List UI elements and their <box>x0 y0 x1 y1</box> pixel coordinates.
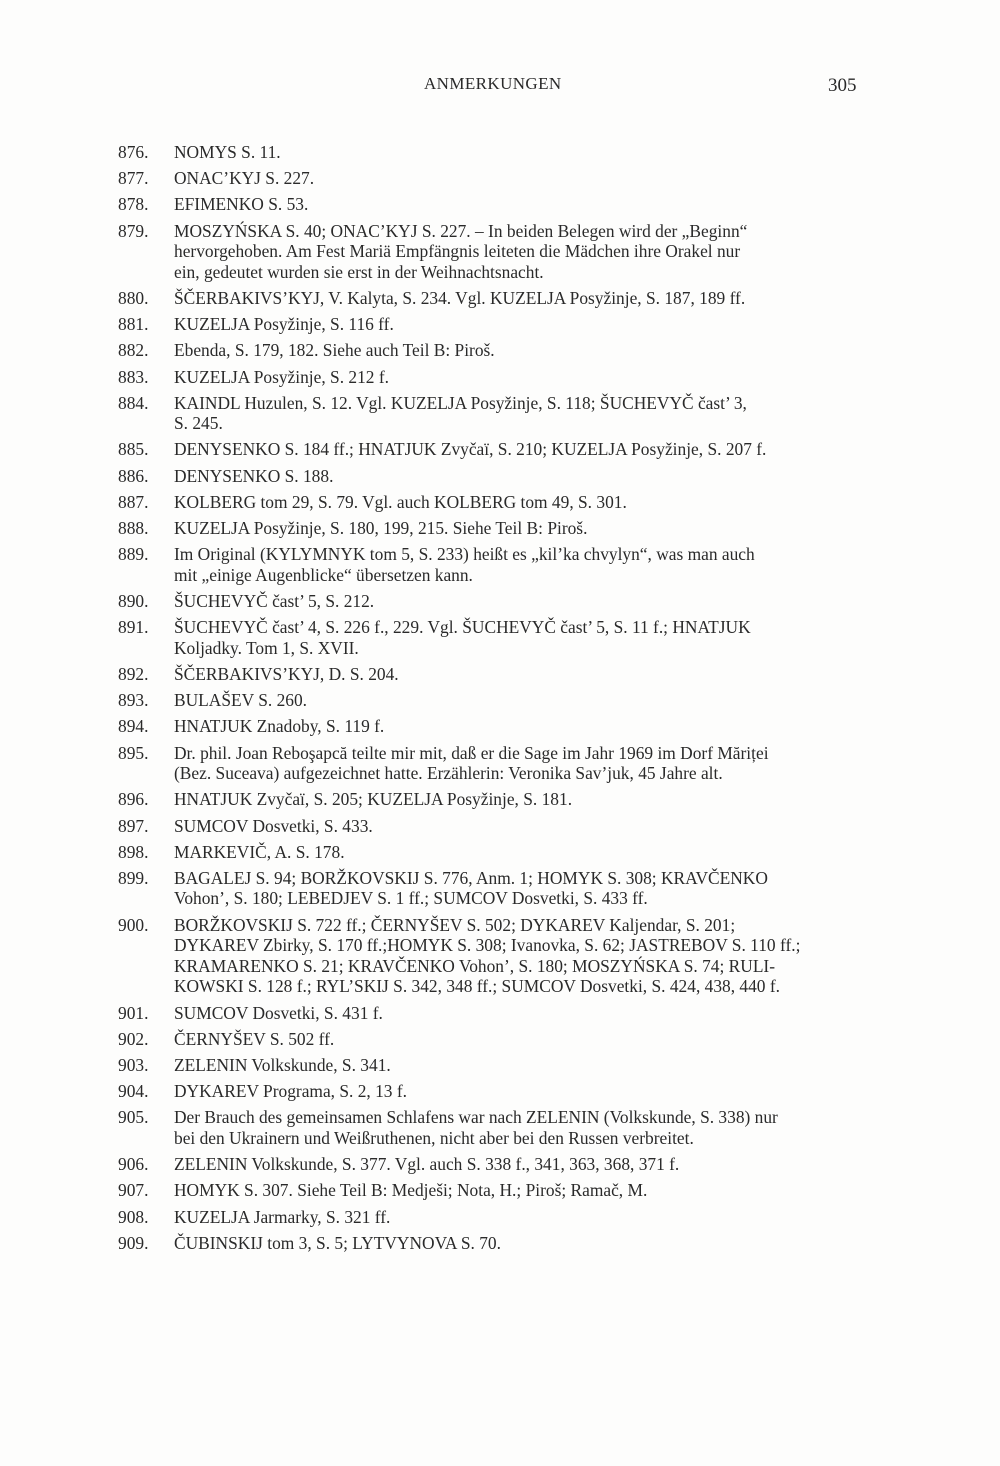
endnote-text: ŠČERBAKIVS’KYJ, V. Kalyta, S. 234. Vgl. KUZELJA Posyžinje, S. 187, 189 ff. <box>174 287 746 308</box>
endnote-number: 905. <box>118 1107 149 1128</box>
endnote-number: 898. <box>118 841 149 862</box>
endnote-number: 900. <box>118 914 149 935</box>
endnote-number: 901. <box>118 1002 149 1023</box>
endnote <box>0 842 1000 863</box>
endnote-text: MOSZYŃSKA S. 40; ONAC’KYJ S. 227. – In beiden Belegen wird der „Beginn“ hervorgehoben. Am Fest Mariä Empfängnis leiteten die Mädchen ihre Orakel nur ein, gedeutet wurden sie erst in der Weihnachtsnacht. <box>174 220 748 282</box>
endnote-number: 882. <box>118 340 149 361</box>
endnote-text: KUZELJA Posyžinje, S. 212 f. <box>174 366 389 387</box>
endnote <box>0 1107 1000 1148</box>
endnote-number: 892. <box>118 663 149 684</box>
endnote <box>0 1180 1000 1201</box>
endnote-number: 907. <box>118 1180 149 1201</box>
endnote-text: ČUBINSKIJ tom 3, S. 5; LYTVYNOVA S. 70. <box>174 1232 501 1253</box>
endnote <box>0 1207 1000 1228</box>
endnote-text: Ebenda, S. 179, 182. Siehe auch Teil B: Piroš. <box>174 340 495 361</box>
endnote <box>0 789 1000 810</box>
endnotes-list <box>0 142 1000 1259</box>
endnote-text: Der Brauch des gemeinsamen Schlafens war nach ZELENIN (Volkskunde, S. 338) nur bei den Ukrainern und Weißruthenen, nicht aber bei den Russen verbreitet. <box>174 1107 778 1148</box>
endnote-number: 895. <box>118 742 149 763</box>
endnote-number: 902. <box>118 1028 149 1049</box>
endnote <box>0 194 1000 215</box>
endnote-number: 886. <box>118 465 149 486</box>
endnote-number: 909. <box>118 1232 149 1253</box>
endnote-number: 889. <box>118 544 149 565</box>
endnote-text: EFIMENKO S. 53. <box>174 194 309 215</box>
endnote-text: KOLBERG tom 29, S. 79. Vgl. auch KOLBERG tom 49, S. 301. <box>174 491 627 512</box>
endnote-text: ŠUCHEVYČ čast’ 5, S. 212. <box>174 591 375 611</box>
endnote <box>0 915 1000 997</box>
endnote <box>0 716 1000 737</box>
endnote-text: ZELENIN Volkskunde, S. 341. <box>174 1055 391 1075</box>
endnote <box>0 1055 1000 1076</box>
endnote <box>0 816 1000 837</box>
endnote-text: ČERNYŠEV S. 502 ff. <box>174 1028 335 1049</box>
endnote-number: 883. <box>118 366 149 387</box>
endnote-number: 881. <box>118 314 149 335</box>
endnote <box>0 664 1000 685</box>
endnote-text: DENYSENKO S. 188. <box>174 465 334 486</box>
endnote <box>0 1029 1000 1050</box>
endnote-number: 899. <box>118 867 149 888</box>
endnote-text: BULAŠEV S. 260. <box>174 690 308 711</box>
endnote-text: ŠUCHEVYČ čast’ 4, S. 226 f., 229. Vgl. ŠUCHEVYČ čast’ 5, S. 11 f.; HNATJUK Koljadky. Tom 1, S. XVII. <box>174 617 751 658</box>
endnote-number: 891. <box>118 617 149 638</box>
endnote <box>0 1003 1000 1024</box>
endnote-number: 893. <box>118 690 149 711</box>
endnote-text: KAINDL Huzulen, S. 12. Vgl. KUZELJA Posyžinje, S. 118; ŠUCHEVYČ čast’ 3, S. 245. <box>174 392 747 434</box>
endnote-text: DYKAREV Programa, S. 2, 13 f. <box>174 1081 407 1102</box>
endnote-text: KUZELJA Posyžinje, S. 116 ff. <box>174 314 394 335</box>
endnote <box>0 743 1000 784</box>
endnote-text: HOMYK S. 307. Siehe Teil B: Medješi; Nota, H.; Piroš; Ramač, M. <box>174 1180 648 1201</box>
endnote-number: 884. <box>118 392 149 413</box>
endnote <box>0 544 1000 585</box>
endnote-text: ŠČERBAKIVS’KYJ, D. S. 204. <box>174 663 399 684</box>
endnote-text: DENYSENKO S. 184 ff.; HNATJUK Zvyčaï, S. 210; KUZELJA Posyžinje, S. 207 f. <box>174 439 767 460</box>
running-title: ANMERKUNGEN <box>424 74 562 93</box>
endnote <box>0 868 1000 909</box>
endnote-text: SUMCOV Dosvetki, S. 433. <box>174 815 373 836</box>
endnote-number: 885. <box>118 439 149 460</box>
endnote <box>0 466 1000 487</box>
endnote-text: SUMCOV Dosvetki, S. 431 f. <box>174 1002 383 1023</box>
endnote-number: 876. <box>118 142 149 162</box>
endnote-text: KUZELJA Posyžinje, S. 180, 199, 215. Siehe Teil B: Piroš. <box>174 518 588 539</box>
endnote <box>0 439 1000 460</box>
endnote-text: HNATJUK Zvyčaï, S. 205; KUZELJA Posyžinje, S. 181. <box>174 789 573 810</box>
endnote-number: 877. <box>118 168 149 189</box>
endnote-text: MARKEVIČ, A. S. 178. <box>174 841 345 862</box>
endnote <box>0 221 1000 283</box>
endnote-number: 906. <box>118 1154 149 1175</box>
endnote <box>0 690 1000 711</box>
endnote-text: BAGALEJ S. 94; BORŽKOVSKIJ S. 776, Anm. 1; HOMYK S. 308; KRAVČENKO Vohon’, S. 180; LEBEDJEV S. 1 ff.; SUMCOV Dosvetki, S. 433 ff. <box>174 867 768 909</box>
endnote <box>0 1233 1000 1254</box>
endnote <box>0 1081 1000 1102</box>
endnote <box>0 142 1000 163</box>
endnote <box>0 492 1000 513</box>
endnote <box>0 288 1000 309</box>
endnote <box>0 1154 1000 1175</box>
endnote-number: 887. <box>118 491 149 512</box>
endnote-text: Im Original (KYLYMNYK tom 5, S. 233) heißt es „kil’ka chvylyn“, was man auch mit „einige Augenblicke“ übersetzen kann. <box>174 544 755 585</box>
endnote-number: 894. <box>118 716 149 737</box>
endnote-number: 888. <box>118 518 149 539</box>
endnote <box>0 393 1000 434</box>
running-header <box>0 74 1000 98</box>
endnote <box>0 168 1000 189</box>
endnote <box>0 340 1000 361</box>
endnote-text: HNATJUK Znadoby, S. 119 f. <box>174 716 385 737</box>
endnote-number: 896. <box>118 789 149 810</box>
endnote-text: BORŽKOVSKIJ S. 722 ff.; ČERNYŠEV S. 502; DYKAREV Kaljendar, S. 201; DYKAREV Zbirky, S. 170 ff.;HOMYK S. 308; Ivanovka, S. 62; JASTREBOV S. 110 ff.; KRAMARENKO S. 21; KRAVČENKO Vohon’, S. 180; MOSZYŃSKA S. 74; RULI- KOWSKI S. 128 f.; RYL’SKIJ S. 342, 348 ff.; SUMCOV Dosvetki, S. 424, 438, 440 f. <box>174 914 801 997</box>
endnote <box>0 617 1000 658</box>
endnote <box>0 591 1000 612</box>
endnote-number: 904. <box>118 1081 149 1102</box>
endnote-number: 878. <box>118 194 149 215</box>
page-number: 305 <box>828 75 857 96</box>
endnote-text: ONAC’KYJ S. 227. <box>174 168 315 189</box>
endnote-text: Dr. phil. Joan Reboşapcă teilte mir mit, daß er die Sage im Jahr 1969 im Dorf Măriței (Bez. Suceava) aufgezeichnet hatte. Erzählerin: Veronika Sav’juk, 45 Jahre alt. <box>174 742 769 784</box>
endnote-text: ZELENIN Volkskunde, S. 377. Vgl. auch S. 338 f., 341, 363, 368, 371 f. <box>174 1154 680 1175</box>
endnote-number: 880. <box>118 287 149 308</box>
endnote-text: NOMYS S. 11. <box>174 142 281 162</box>
endnote-number: 908. <box>118 1206 149 1227</box>
endnote <box>0 314 1000 335</box>
endnote-number: 897. <box>118 815 149 836</box>
endnote-number: 903. <box>118 1055 149 1075</box>
endnote <box>0 367 1000 388</box>
endnote-number: 890. <box>118 591 149 611</box>
endnote-text: KUZELJA Jarmarky, S. 321 ff. <box>174 1206 391 1227</box>
endnote-number: 879. <box>118 220 149 241</box>
endnote <box>0 518 1000 539</box>
